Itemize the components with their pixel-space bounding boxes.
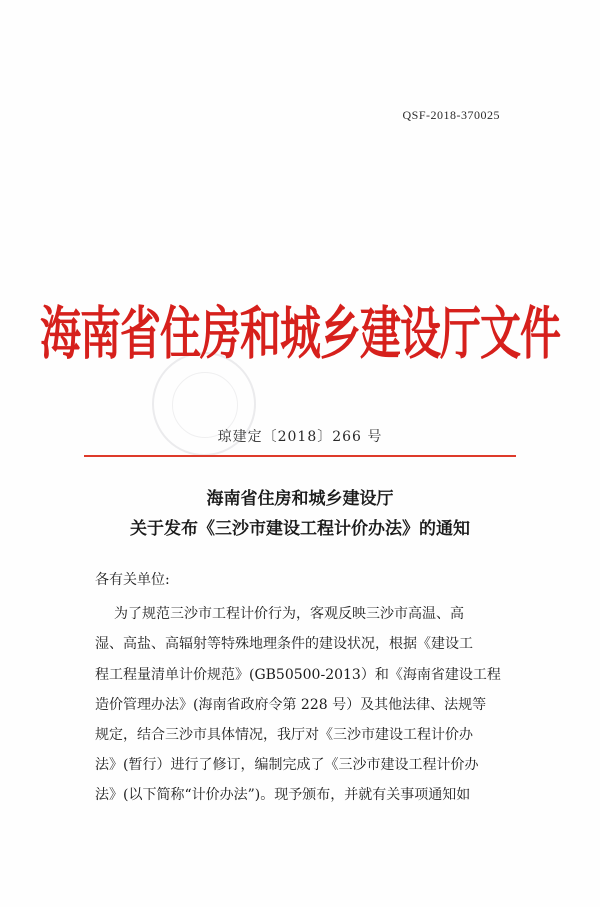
body-line-1: 为了规范三沙市工程计价行为，客观反映三沙市高温、高 [114,606,464,622]
salutation: 各有关单位: [95,572,170,588]
masthead-title: 海南省住房和城乡建设厅文件 [40,300,560,367]
body-line-4: 造价管理办法》(海南省政府令第 228 号）及其他法律、法规等 [95,697,487,713]
red-divider-line [84,455,516,457]
body-line-7: 法》(以下简称“计价办法”)。现予颁布，并就有关事项通知如 [95,787,471,803]
document-number: 琼建定〔2018〕266 号 [217,429,383,445]
body-line-2: 湿、高盐、高辐射等特殊地理条件的建设状况，根据《建设工 [95,636,473,652]
notice-title-line-1: 海南省住房和城乡建设厅 [206,489,394,509]
document-code: QSF-2018-370025 [402,108,500,122]
body-line-6: 法》(暂行）进行了修订，编制完成了《三沙市建设工程计价办 [95,757,479,773]
body-line-5: 规定，结合三沙市具体情况，我厅对《三沙市建设工程计价办 [95,727,473,743]
notice-title-line-2: 关于发布《三沙市建设工程计价办法》的通知 [130,519,470,539]
body-line-3: 程工程量清单计价规范》(GB50500-2013）和《海南省建设工程 [95,667,501,683]
